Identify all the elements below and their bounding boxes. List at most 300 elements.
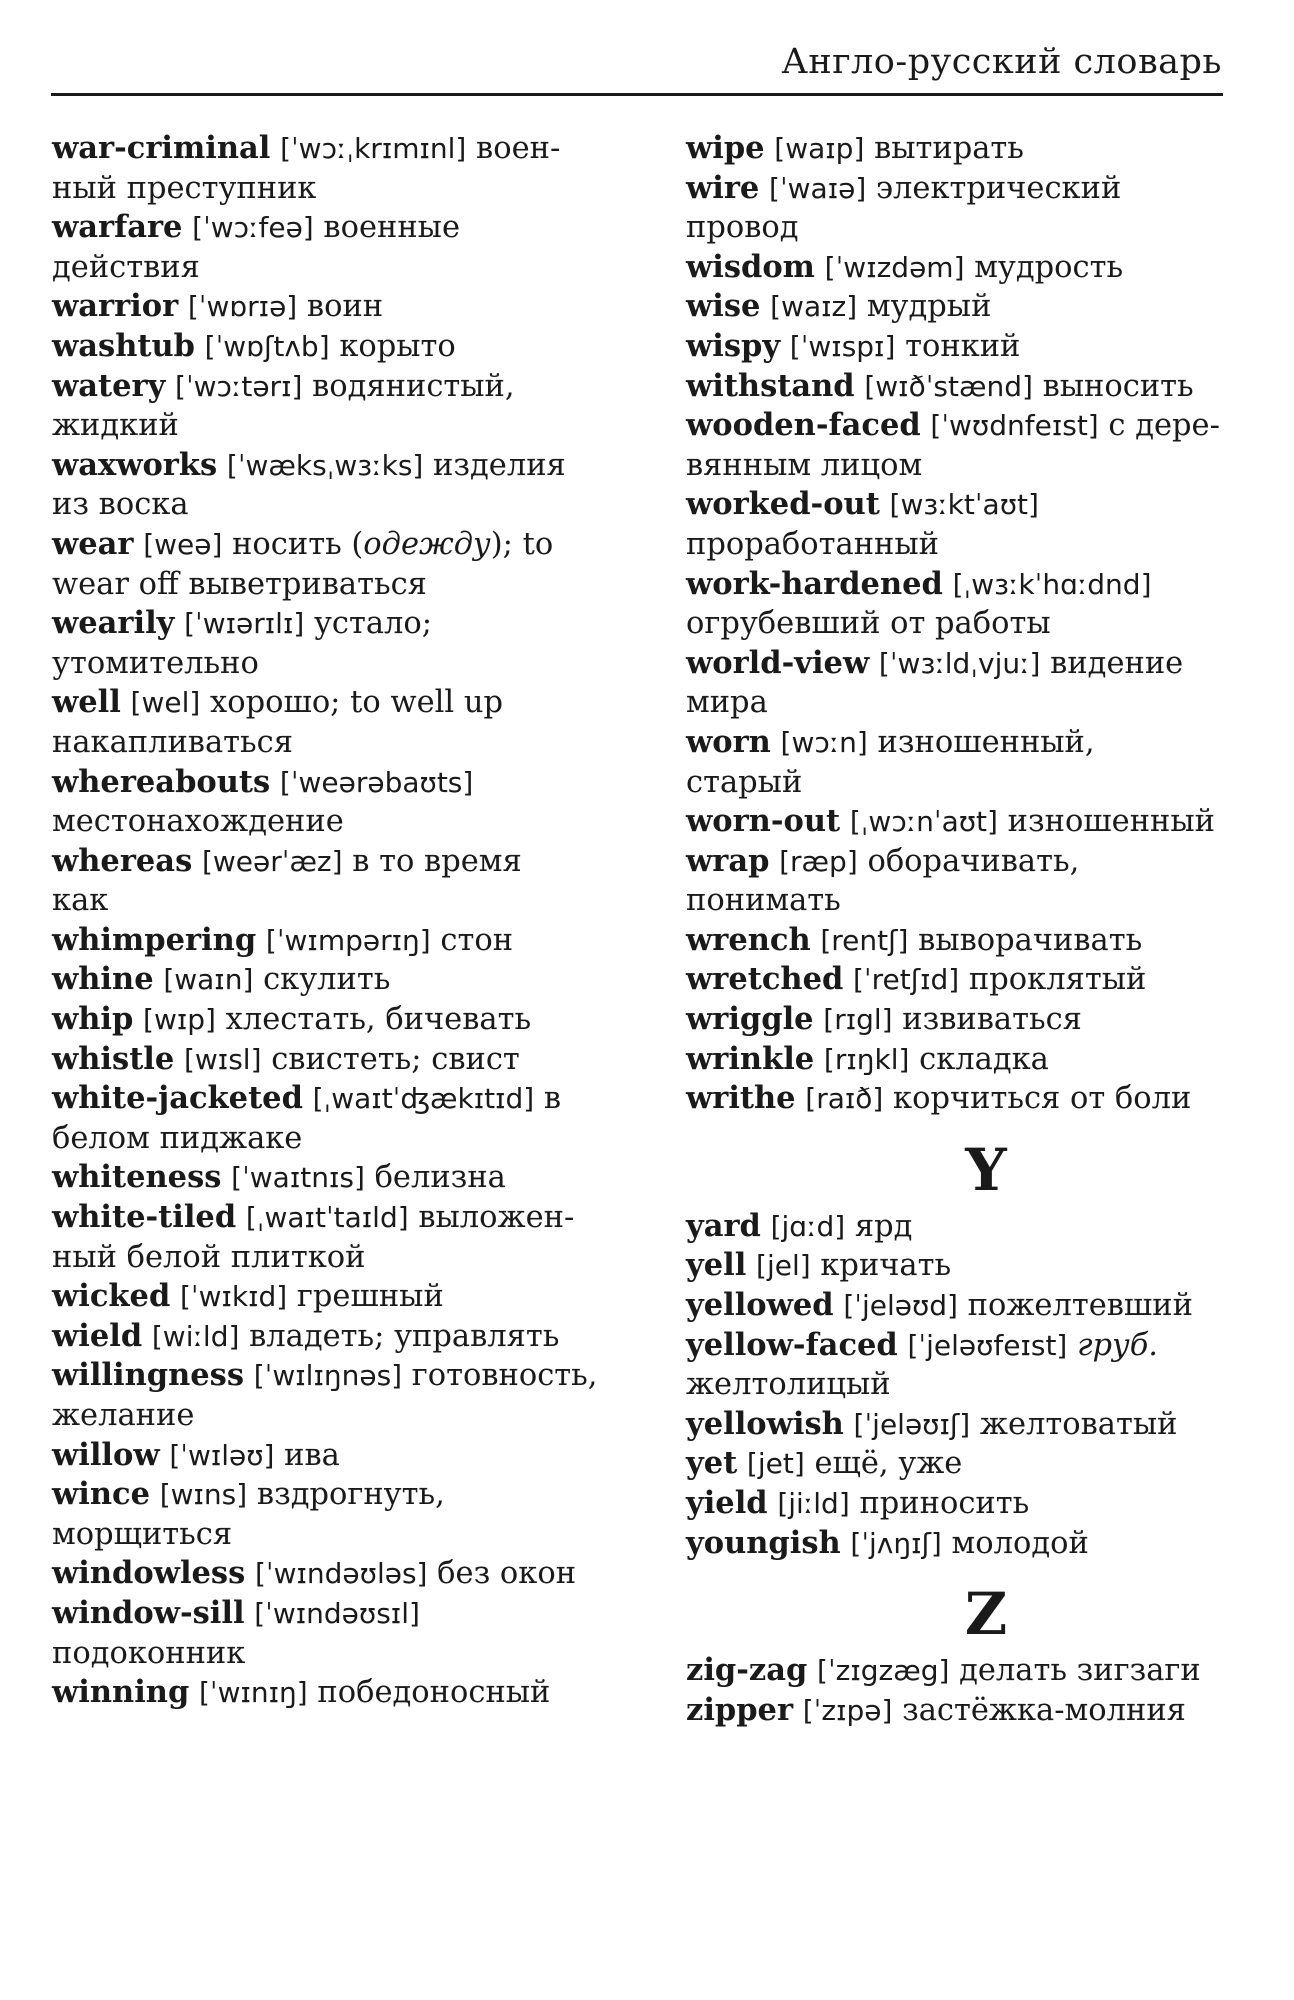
entry-line bbox=[52, 604, 612, 644]
entry-line bbox=[52, 921, 612, 961]
headword: watery bbox=[52, 367, 166, 404]
entry-line bbox=[52, 683, 612, 723]
entry-text bbox=[840, 804, 850, 839]
dictionary-entry bbox=[686, 1444, 1226, 1484]
entry-text: желтоватый bbox=[970, 1406, 1178, 1442]
entry-text bbox=[174, 606, 184, 641]
dictionary-entry bbox=[52, 1554, 612, 1594]
entry-line bbox=[686, 208, 1226, 248]
dictionary-entry bbox=[52, 604, 612, 683]
entry-text: делать зигзаги bbox=[949, 1653, 1201, 1689]
headword: yellowed bbox=[686, 1287, 834, 1324]
dictionary-entry bbox=[686, 1000, 1226, 1040]
entry-text: ярд bbox=[845, 1208, 913, 1244]
dictionary-entry bbox=[52, 1436, 612, 1476]
entry-line bbox=[686, 1691, 1226, 1731]
headword: whistle bbox=[52, 1040, 175, 1077]
headword: worn-out bbox=[686, 803, 841, 840]
entry-line bbox=[686, 1000, 1226, 1040]
entry-line bbox=[686, 367, 1226, 407]
entry-line bbox=[686, 921, 1226, 961]
entry-text bbox=[174, 1042, 184, 1077]
transcription: [weə] bbox=[143, 527, 223, 561]
headword: yell bbox=[686, 1247, 747, 1284]
entry-text: мудрый bbox=[857, 289, 992, 325]
entry-text bbox=[1067, 1328, 1077, 1363]
entry-text: военные bbox=[313, 210, 460, 246]
entry-text: воин bbox=[297, 289, 384, 325]
entry-line bbox=[686, 1326, 1226, 1366]
transcription: [ˈjeləʊɪʃ] bbox=[853, 1407, 971, 1441]
transcription: [ˈjeləʊfeɪst] bbox=[907, 1328, 1068, 1362]
entry-text: жидкий bbox=[52, 408, 179, 444]
entry-line bbox=[52, 881, 612, 921]
dictionary-entry bbox=[686, 1691, 1226, 1731]
entry-text bbox=[221, 1160, 231, 1195]
dictionary-entry bbox=[52, 1158, 612, 1198]
transcription: [wɪns] bbox=[159, 1478, 248, 1512]
entry-text: белом пиджаке bbox=[52, 1120, 303, 1156]
entry-line bbox=[52, 565, 612, 605]
transcription: [raɪð] bbox=[805, 1082, 884, 1116]
headword: zig-zag bbox=[686, 1652, 808, 1689]
headword: windowless bbox=[52, 1555, 246, 1592]
dictionary-entry bbox=[52, 208, 612, 287]
header-divider bbox=[51, 93, 1223, 96]
entry-text: желание bbox=[52, 1398, 195, 1433]
headword: youngish bbox=[686, 1524, 841, 1561]
dictionary-entry bbox=[686, 565, 1226, 644]
entry-line bbox=[52, 802, 612, 842]
transcription: [ˈwʊdnfeɪst] bbox=[930, 409, 1099, 443]
dictionary-entry bbox=[52, 1198, 612, 1277]
headword: wispy bbox=[686, 327, 781, 364]
entry-text bbox=[245, 1596, 255, 1631]
entry-line bbox=[686, 1246, 1226, 1286]
headword: writhe bbox=[686, 1080, 796, 1117]
headword: wise bbox=[686, 288, 761, 325]
entry-text: изношенный, bbox=[867, 724, 1095, 760]
entry-line bbox=[52, 1475, 612, 1515]
entry-text: видение bbox=[1040, 645, 1184, 681]
entry-line bbox=[52, 1198, 612, 1238]
dictionary-entry bbox=[52, 683, 612, 762]
transcription: [jet] bbox=[746, 1447, 805, 1481]
entry-text bbox=[841, 1526, 851, 1561]
entry-line bbox=[686, 1651, 1226, 1691]
entry-text: изделия bbox=[423, 447, 566, 483]
transcription: [ˈwɪkɪd] bbox=[179, 1280, 288, 1314]
entry-text: тонкий bbox=[895, 328, 1021, 364]
entry-line bbox=[52, 1554, 612, 1594]
entry-line bbox=[52, 485, 612, 525]
headword: washtub bbox=[52, 327, 195, 364]
transcription: [ˈwɪləʊ] bbox=[169, 1438, 275, 1472]
transcription: [ˈwɪspɪ] bbox=[789, 329, 896, 363]
entry-text: проклятый bbox=[959, 962, 1147, 998]
headword: wear bbox=[52, 525, 134, 562]
transcription: [wel] bbox=[130, 686, 201, 720]
entry-text: wear off выветриваться bbox=[52, 566, 427, 602]
dictionary-entry bbox=[52, 525, 612, 604]
entry-line bbox=[52, 1277, 612, 1317]
entry-text bbox=[217, 448, 227, 483]
transcription: [wɪðˈstænd] bbox=[864, 369, 1033, 403]
entry-text: носить ( bbox=[222, 526, 364, 562]
dictionary-entry bbox=[52, 842, 612, 921]
entry-text bbox=[834, 1288, 844, 1323]
headword: war-criminal bbox=[52, 130, 271, 166]
entry-line bbox=[52, 1158, 612, 1198]
entry-text bbox=[236, 1200, 246, 1235]
dictionary-entry bbox=[52, 1079, 612, 1158]
entry-text bbox=[811, 923, 821, 958]
transcription: [wiːld] bbox=[151, 1319, 240, 1353]
entry-text bbox=[759, 171, 769, 206]
entry-text: мудрость bbox=[964, 249, 1124, 285]
entry-text bbox=[133, 1002, 143, 1037]
transcription: [waɪn] bbox=[163, 963, 254, 997]
entry-line bbox=[686, 683, 1226, 723]
headword: whip bbox=[52, 1001, 134, 1038]
entry-line bbox=[52, 1594, 612, 1634]
entry-text: провод bbox=[686, 210, 799, 246]
entry-text: кричать bbox=[810, 1248, 952, 1284]
transcription: [ˈwɪmpərɪŋ] bbox=[265, 923, 431, 957]
headword: wipe bbox=[686, 130, 765, 166]
entry-text: победоносный bbox=[307, 1675, 551, 1711]
entry-line bbox=[52, 723, 612, 763]
entry-text bbox=[761, 1209, 771, 1244]
entry-text bbox=[189, 1675, 199, 1710]
entry-text: скулить bbox=[253, 962, 391, 998]
dictionary-entry bbox=[52, 1475, 612, 1554]
entry-line bbox=[686, 1444, 1226, 1484]
dictionary-entry bbox=[686, 169, 1226, 248]
entry-text bbox=[165, 369, 175, 404]
entry-text bbox=[855, 369, 865, 404]
entry-line bbox=[686, 485, 1226, 525]
dictionary-entry bbox=[52, 327, 612, 367]
entry-text: застёжка-молния bbox=[892, 1692, 1186, 1728]
headword: waxworks bbox=[52, 446, 218, 483]
entry-line bbox=[52, 1119, 612, 1159]
entry-text bbox=[921, 408, 931, 443]
entry-text bbox=[303, 1081, 313, 1116]
entry-line bbox=[686, 169, 1226, 209]
headword: wearily bbox=[52, 605, 175, 642]
headword: wield bbox=[52, 1317, 143, 1354]
entry-text bbox=[793, 1693, 803, 1728]
entry-line bbox=[52, 367, 612, 407]
transcription: [ˈwɪndəʊləs] bbox=[254, 1557, 428, 1591]
entry-line bbox=[686, 287, 1226, 327]
headword: work-hardened bbox=[686, 565, 943, 602]
entry-text bbox=[150, 1477, 160, 1512]
page-header-title: Англо-русский словарь bbox=[781, 42, 1222, 82]
entry-text: местонахождение bbox=[52, 804, 344, 840]
entry-text: владеть; управлять bbox=[239, 1318, 560, 1354]
dictionary-entry bbox=[52, 763, 612, 842]
entry-text bbox=[244, 1358, 254, 1393]
entry-line bbox=[52, 287, 612, 327]
dictionary-entry bbox=[686, 367, 1226, 407]
transcription: [waɪp] bbox=[774, 132, 865, 165]
headword: yield bbox=[686, 1485, 768, 1521]
entry-text: подоконник bbox=[52, 1635, 246, 1671]
dictionary-entry bbox=[686, 1326, 1226, 1405]
entry-text: электрический bbox=[866, 170, 1122, 206]
entry-line bbox=[52, 406, 612, 446]
dictionary-entry bbox=[52, 129, 612, 208]
headword: worked-out bbox=[686, 486, 880, 523]
entry-text: выложен- bbox=[408, 1200, 575, 1236]
headword: wriggle bbox=[686, 1001, 814, 1038]
headword: willingness bbox=[52, 1357, 245, 1394]
dictionary-entry bbox=[686, 802, 1226, 842]
dictionary-entry bbox=[52, 1277, 612, 1317]
entry-text bbox=[765, 131, 775, 166]
entry-line bbox=[52, 763, 612, 803]
entry-line bbox=[52, 1356, 612, 1396]
transcription: [ˌwɜːkˈhɑːdnd] bbox=[952, 567, 1152, 601]
dictionary-entry bbox=[686, 1040, 1226, 1080]
entry-text bbox=[154, 962, 164, 997]
entry-text bbox=[943, 567, 953, 602]
entry-line bbox=[52, 1436, 612, 1476]
entry-text: ный белой плиткой bbox=[52, 1239, 366, 1275]
headword: wrinkle bbox=[686, 1040, 815, 1077]
italic-label: одежду bbox=[363, 526, 491, 562]
transcription: [wɔːn] bbox=[780, 725, 868, 759]
dictionary-entry bbox=[686, 1286, 1226, 1326]
transcription: [weərˈæz] bbox=[201, 844, 343, 878]
headword: winning bbox=[52, 1674, 190, 1711]
entry-text: вытирать bbox=[864, 131, 1024, 166]
entry-line bbox=[52, 1515, 612, 1555]
entry-text: выносить bbox=[1032, 368, 1194, 404]
entry-line bbox=[686, 881, 1226, 921]
headword: whereas bbox=[52, 842, 193, 879]
headword: wrench bbox=[686, 921, 811, 958]
entry-line bbox=[686, 1524, 1226, 1564]
transcription: [ˈjeləʊd] bbox=[843, 1289, 958, 1323]
entry-line bbox=[686, 446, 1226, 486]
entry-line bbox=[686, 842, 1226, 882]
entry-line bbox=[52, 129, 612, 169]
dictionary-entry bbox=[52, 1356, 612, 1435]
transcription: [ˌwaɪtˈʤækɪtɪd] bbox=[312, 1082, 535, 1116]
entry-text: приносить bbox=[849, 1486, 1030, 1521]
entry-text bbox=[121, 685, 131, 720]
entry-text: морщиться bbox=[52, 1516, 233, 1552]
headword: wire bbox=[686, 169, 760, 206]
entry-text: готовность, bbox=[402, 1358, 598, 1394]
dictionary-entry bbox=[686, 1405, 1226, 1445]
dictionary-entry bbox=[686, 644, 1226, 723]
entry-line bbox=[686, 604, 1226, 644]
headword: wretched bbox=[686, 961, 844, 998]
transcription: [rɪŋkl] bbox=[823, 1042, 910, 1076]
transcription: [jɑːd] bbox=[770, 1209, 846, 1243]
entry-text: грешный bbox=[287, 1279, 444, 1315]
dictionary-entry bbox=[52, 1000, 612, 1040]
headword: zipper bbox=[686, 1691, 794, 1728]
transcription: [ˈjʌŋɪʃ] bbox=[850, 1526, 942, 1560]
entry-text: старый bbox=[686, 764, 803, 800]
headword: worn bbox=[686, 723, 771, 760]
dictionary-entry bbox=[686, 960, 1226, 1000]
dictionary-entry bbox=[686, 842, 1226, 921]
headword: whimpering bbox=[52, 921, 257, 958]
entry-text bbox=[768, 1486, 778, 1521]
entry-text bbox=[134, 527, 144, 562]
transcription: [ˌwaɪtˈtaɪld] bbox=[245, 1201, 409, 1235]
headword: yellowish bbox=[686, 1405, 844, 1442]
entry-text: огрубевший от работы bbox=[686, 606, 1051, 642]
entry-text bbox=[182, 210, 192, 245]
entry-line bbox=[686, 1405, 1226, 1445]
entry-line bbox=[52, 169, 612, 209]
entry-line bbox=[52, 1040, 612, 1080]
entry-text: с дере- bbox=[1098, 408, 1220, 444]
entry-text bbox=[843, 962, 853, 997]
transcription: [jiːld] bbox=[777, 1487, 850, 1520]
dictionary-entry bbox=[686, 723, 1226, 802]
entry-text: в то время bbox=[342, 843, 522, 879]
entry-line bbox=[52, 248, 612, 288]
entry-text: белизна bbox=[364, 1160, 506, 1196]
entry-line bbox=[52, 208, 612, 248]
entry-line bbox=[52, 1000, 612, 1040]
dictionary-entry bbox=[686, 248, 1226, 288]
entry-text bbox=[844, 1407, 854, 1442]
entry-text bbox=[142, 1319, 152, 1354]
transcription: [waɪz] bbox=[770, 290, 858, 324]
entry-text: ещё, уже bbox=[804, 1446, 963, 1482]
transcription: [ˈwɔːfeə] bbox=[192, 211, 314, 245]
entry-text: без окон bbox=[427, 1556, 577, 1592]
dictionary-entry bbox=[52, 1317, 612, 1357]
transcription: [ˈwaɪtnɪs] bbox=[231, 1161, 365, 1195]
dictionary-entry bbox=[52, 1594, 612, 1673]
entry-text bbox=[769, 844, 779, 879]
entry-text bbox=[796, 1081, 806, 1116]
entry-text bbox=[737, 1446, 747, 1481]
entry-text: мира bbox=[686, 685, 768, 721]
entry-text: водянистый, bbox=[302, 368, 515, 404]
entry-line bbox=[686, 1365, 1226, 1405]
transcription: [ˈwɪndəʊsɪl] bbox=[254, 1596, 420, 1630]
entry-line bbox=[52, 1396, 612, 1436]
entry-text bbox=[814, 1042, 824, 1077]
entry-line bbox=[686, 1286, 1226, 1326]
transcription: [jel] bbox=[756, 1249, 811, 1283]
dictionary-entry bbox=[686, 1524, 1226, 1564]
entry-text bbox=[195, 329, 205, 364]
entry-text: ива bbox=[274, 1437, 340, 1473]
transcription: [ræp] bbox=[779, 844, 858, 878]
entry-text: оборачивать, bbox=[857, 843, 1080, 879]
transcription: [ˈwɪnɪŋ] bbox=[198, 1676, 308, 1710]
entry-text bbox=[898, 1328, 908, 1363]
entry-text: корыто bbox=[329, 328, 456, 364]
entry-text: стон bbox=[430, 922, 514, 958]
transcription: [ˈretʃɪd] bbox=[853, 963, 960, 997]
entry-text bbox=[178, 289, 188, 324]
entry-text: вянным лицом bbox=[686, 447, 923, 483]
headword: yard bbox=[686, 1207, 761, 1244]
transcription: [ˈwɪzdəm] bbox=[824, 250, 965, 284]
entry-text: действия bbox=[52, 249, 200, 285]
transcription: [ˈwɒrɪə] bbox=[187, 290, 298, 324]
dictionary-entry bbox=[686, 406, 1226, 485]
entry-text: выворачивать bbox=[908, 922, 1143, 958]
dictionary-entry bbox=[52, 287, 612, 327]
entry-line bbox=[686, 1079, 1226, 1119]
entry-text bbox=[814, 1002, 824, 1037]
entry-text: ); to bbox=[490, 526, 554, 562]
dictionary-entry bbox=[686, 287, 1226, 327]
transcription: [ˈweərəbaʊts] bbox=[279, 765, 474, 799]
headword: yet bbox=[686, 1445, 738, 1482]
entry-text bbox=[192, 844, 202, 879]
entry-text bbox=[160, 1438, 170, 1473]
italic-label: груб. bbox=[1077, 1327, 1159, 1363]
entry-text bbox=[880, 487, 890, 522]
section-letter: Y bbox=[965, 1135, 1007, 1204]
entry-text: устало; bbox=[304, 606, 433, 642]
entry-text: молодой bbox=[941, 1525, 1089, 1561]
entry-line bbox=[686, 802, 1226, 842]
entry-text bbox=[170, 1279, 180, 1314]
entry-line bbox=[52, 327, 612, 367]
entry-text: накапливаться bbox=[52, 724, 293, 760]
headword: warrior bbox=[52, 288, 179, 325]
entry-line bbox=[52, 1317, 612, 1357]
section-letter: Z bbox=[964, 1580, 1008, 1649]
entry-text: вздрогнуть, bbox=[247, 1477, 445, 1513]
headword: wince bbox=[52, 1476, 150, 1513]
entry-text bbox=[760, 289, 770, 324]
entry-line bbox=[52, 1673, 612, 1713]
headword: withstand bbox=[686, 367, 855, 404]
headword: yellow-faced bbox=[686, 1326, 898, 1363]
transcription: [ˈwɪlɪŋnəs] bbox=[253, 1359, 403, 1393]
entry-text: как bbox=[52, 883, 109, 919]
transcription: [ˈwæksˌwɜːks] bbox=[226, 448, 424, 482]
dictionary-entry bbox=[52, 1040, 612, 1080]
entry-text bbox=[270, 765, 280, 800]
headword: willow bbox=[52, 1436, 160, 1473]
entry-text bbox=[815, 250, 825, 285]
entry-text: утомительно bbox=[52, 645, 259, 681]
dictionary-entry bbox=[686, 485, 1226, 564]
headword: white-tiled bbox=[52, 1199, 237, 1236]
headword: whiteness bbox=[52, 1159, 222, 1196]
dictionary-entry bbox=[686, 327, 1226, 367]
entry-text bbox=[771, 725, 781, 760]
entry-text bbox=[869, 646, 879, 681]
entry-text: свистеть; свист bbox=[261, 1041, 520, 1077]
dictionary-entry bbox=[686, 1484, 1226, 1524]
entry-text: в bbox=[534, 1081, 562, 1117]
transcription: [rentʃ] bbox=[820, 923, 909, 957]
entry-text: желтолицый bbox=[686, 1367, 891, 1403]
left-column bbox=[52, 129, 612, 1713]
headword: white-jacketed bbox=[52, 1080, 303, 1117]
entry-line bbox=[686, 248, 1226, 288]
